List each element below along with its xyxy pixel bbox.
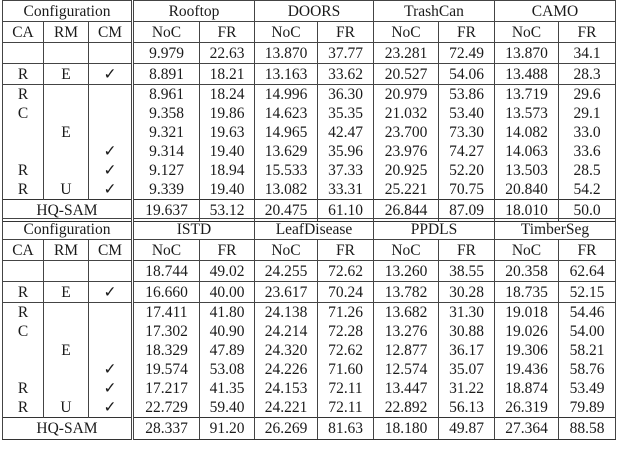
fr-value: 19.86 (200, 104, 255, 123)
noc-value: 19.574 (133, 360, 200, 379)
metric-col-header: NoC (255, 240, 318, 261)
table-row (3, 398, 616, 418)
fr-value: 58.76 (559, 360, 616, 379)
noc-value: 24.221 (255, 398, 318, 418)
baseline-fr-value: 87.09 (439, 200, 495, 222)
fr-value: 72.11 (318, 379, 374, 398)
noc-value: 13.870 (255, 43, 318, 64)
fr-value: 36.30 (318, 85, 374, 105)
config-cell-ca: R (3, 64, 44, 85)
fr-value: 30.28 (439, 282, 495, 303)
noc-value: 8.961 (133, 85, 200, 105)
config-cell-rm: E (44, 123, 89, 142)
noc-value: 13.276 (374, 322, 439, 341)
noc-value: 23.617 (255, 282, 318, 303)
config-cell-ca: R (3, 180, 44, 200)
noc-value: 14.082 (495, 123, 559, 142)
config-col-header: CA (3, 240, 44, 261)
noc-value: 13.082 (255, 180, 318, 200)
metric-col-header: NoC (374, 22, 439, 43)
table-row (3, 180, 616, 200)
fr-value: 62.64 (559, 261, 616, 282)
baseline-noc-value: 20.475 (255, 200, 318, 222)
config-col-header: RM (44, 22, 89, 43)
config-cell-ca: R (3, 85, 44, 105)
config-cell-rm (44, 161, 89, 180)
config-cell-ca: R (3, 398, 44, 418)
fr-value: 72.28 (318, 322, 374, 341)
fr-value: 19.40 (200, 142, 255, 161)
fr-value: 31.30 (439, 303, 495, 323)
noc-value: 23.976 (374, 142, 439, 161)
dataset-header: DOORS (255, 1, 374, 22)
table-row (3, 282, 616, 303)
fr-value: 30.88 (439, 322, 495, 341)
dataset-header: Rooftop (133, 1, 255, 22)
dataset-header: TrashCan (374, 1, 495, 22)
fr-value: 52.15 (559, 282, 616, 303)
fr-value: 29.1 (559, 104, 616, 123)
fr-value: 35.96 (318, 142, 374, 161)
noc-value: 24.320 (255, 341, 318, 360)
config-cell-ca (3, 142, 44, 161)
noc-value: 25.221 (374, 180, 439, 200)
noc-value: 20.979 (374, 85, 439, 105)
config-cell-ca (3, 43, 44, 64)
noc-value: 20.925 (374, 161, 439, 180)
config-cell-cm (89, 85, 133, 105)
fr-value: 29.6 (559, 85, 616, 105)
metric-col-header: FR (559, 22, 616, 43)
table-row (3, 303, 616, 323)
fr-value: 72.49 (439, 43, 495, 64)
config-col-header: CM (89, 240, 133, 261)
noc-value: 13.573 (495, 104, 559, 123)
metric-col-header: NoC (495, 22, 559, 43)
fr-value: 38.55 (439, 261, 495, 282)
config-cell-rm (44, 142, 89, 161)
config-cell-ca (3, 360, 44, 379)
table-row (3, 123, 616, 142)
checkmark-icon: ✓ (89, 398, 133, 418)
baseline-noc-value: 28.337 (133, 418, 200, 440)
config-cell-rm (44, 85, 89, 105)
fr-value: 54.06 (439, 64, 495, 85)
noc-value: 24.153 (255, 379, 318, 398)
fr-value: 40.90 (200, 322, 255, 341)
baseline-label: HQ-SAM (3, 200, 133, 222)
noc-value: 13.870 (495, 43, 559, 64)
config-cell-cm (89, 322, 133, 341)
config-cell-ca: C (3, 322, 44, 341)
noc-value: 23.281 (374, 43, 439, 64)
metric-col-header: FR (318, 22, 374, 43)
noc-value: 19.306 (495, 341, 559, 360)
metric-col-header: NoC (255, 22, 318, 43)
config-cell-cm (89, 104, 133, 123)
fr-value: 42.47 (318, 123, 374, 142)
config-cell-rm (44, 360, 89, 379)
noc-value: 13.719 (495, 85, 559, 105)
fr-value: 19.40 (200, 180, 255, 200)
noc-value: 17.217 (133, 379, 200, 398)
config-cell-ca: R (3, 282, 44, 303)
noc-value: 19.018 (495, 303, 559, 323)
config-cell-rm: U (44, 180, 89, 200)
fr-value: 35.07 (439, 360, 495, 379)
noc-value: 18.735 (495, 282, 559, 303)
dataset-header: CAMO (495, 1, 616, 22)
fr-value: 19.63 (200, 123, 255, 142)
config-cell-rm (44, 379, 89, 398)
fr-value: 36.17 (439, 341, 495, 360)
noc-value: 9.979 (133, 43, 200, 64)
config-cell-ca: C (3, 104, 44, 123)
fr-value: 56.13 (439, 398, 495, 418)
fr-value: 53.40 (439, 104, 495, 123)
baseline-noc-value: 18.180 (374, 418, 439, 440)
baseline-fr-value: 53.12 (200, 200, 255, 222)
noc-value: 24.138 (255, 303, 318, 323)
noc-value: 21.032 (374, 104, 439, 123)
noc-value: 17.302 (133, 322, 200, 341)
fr-value: 70.24 (318, 282, 374, 303)
fr-value: 71.60 (318, 360, 374, 379)
noc-value: 15.533 (255, 161, 318, 180)
config-cell-ca: R (3, 303, 44, 323)
table-row (3, 379, 616, 398)
noc-value: 20.840 (495, 180, 559, 200)
config-cell-rm: U (44, 398, 89, 418)
fr-value: 49.02 (200, 261, 255, 282)
noc-value: 9.339 (133, 180, 200, 200)
fr-value: 33.0 (559, 123, 616, 142)
baseline-fr-value: 50.0 (559, 200, 616, 222)
table-row (3, 85, 616, 105)
config-cell-rm (44, 303, 89, 323)
table-row (3, 341, 616, 360)
dataset-header: PPDLS (374, 219, 495, 240)
config-cell-ca: R (3, 161, 44, 180)
metric-col-header: NoC (133, 240, 200, 261)
metric-col-header: FR (439, 22, 495, 43)
noc-value: 13.782 (374, 282, 439, 303)
fr-value: 34.1 (559, 43, 616, 64)
baseline-noc-value: 26.269 (255, 418, 318, 440)
baseline-fr-value: 49.87 (439, 418, 495, 440)
fr-value: 37.33 (318, 161, 374, 180)
baseline-noc-value: 18.010 (495, 200, 559, 222)
noc-value: 13.503 (495, 161, 559, 180)
config-cell-cm (89, 123, 133, 142)
dataset-header: TimberSeg (495, 219, 616, 240)
baseline-fr-value: 88.58 (559, 418, 616, 440)
fr-value: 70.75 (439, 180, 495, 200)
fr-value: 22.63 (200, 43, 255, 64)
noc-value: 18.744 (133, 261, 200, 282)
noc-value: 24.226 (255, 360, 318, 379)
config-cell-ca (3, 261, 44, 282)
noc-value: 20.358 (495, 261, 559, 282)
fr-value: 41.80 (200, 303, 255, 323)
fr-value: 28.5 (559, 161, 616, 180)
fr-value: 73.30 (439, 123, 495, 142)
table-row (3, 360, 616, 379)
checkmark-icon: ✓ (89, 64, 133, 85)
config-cell-rm (44, 104, 89, 123)
fr-value: 74.27 (439, 142, 495, 161)
config-col-header: CM (89, 22, 133, 43)
table-row (3, 322, 616, 341)
config-cell-rm (44, 261, 89, 282)
metric-col-header: FR (200, 22, 255, 43)
baseline-fr-value: 61.10 (318, 200, 374, 222)
checkmark-icon: ✓ (89, 379, 133, 398)
configuration-header: Configuration (3, 219, 133, 240)
noc-value: 14.965 (255, 123, 318, 142)
table-row (3, 161, 616, 180)
fr-value: 52.20 (439, 161, 495, 180)
noc-value: 24.255 (255, 261, 318, 282)
fr-value: 35.35 (318, 104, 374, 123)
noc-value: 13.260 (374, 261, 439, 282)
config-col-header: CA (3, 22, 44, 43)
configuration-header: Configuration (3, 1, 133, 22)
fr-value: 58.21 (559, 341, 616, 360)
noc-value: 18.874 (495, 379, 559, 398)
noc-value: 14.063 (495, 142, 559, 161)
fr-value: 54.46 (559, 303, 616, 323)
noc-value: 19.436 (495, 360, 559, 379)
fr-value: 71.26 (318, 303, 374, 323)
fr-value: 37.77 (318, 43, 374, 64)
fr-value: 41.35 (200, 379, 255, 398)
checkmark-icon: ✓ (89, 180, 133, 200)
fr-value: 33.31 (318, 180, 374, 200)
noc-value: 24.214 (255, 322, 318, 341)
config-cell-rm: E (44, 64, 89, 85)
results-table-1 (2, 0, 616, 222)
noc-value: 9.127 (133, 161, 200, 180)
config-cell-ca (3, 123, 44, 142)
config-cell-cm (89, 43, 133, 64)
noc-value: 13.163 (255, 64, 318, 85)
config-col-header: RM (44, 240, 89, 261)
fr-value: 18.24 (200, 85, 255, 105)
noc-value: 12.574 (374, 360, 439, 379)
table-row (3, 43, 616, 64)
metric-col-header: NoC (495, 240, 559, 261)
checkmark-icon: ✓ (89, 161, 133, 180)
fr-value: 18.94 (200, 161, 255, 180)
config-cell-rm (44, 322, 89, 341)
fr-value: 53.86 (439, 85, 495, 105)
noc-value: 20.527 (374, 64, 439, 85)
config-cell-cm (89, 341, 133, 360)
config-cell-cm (89, 303, 133, 323)
table-row (3, 64, 616, 85)
checkmark-icon: ✓ (89, 142, 133, 161)
config-cell-cm (89, 261, 133, 282)
noc-value: 9.314 (133, 142, 200, 161)
baseline-noc-value: 26.844 (374, 200, 439, 222)
config-cell-ca (3, 341, 44, 360)
noc-value: 12.877 (374, 341, 439, 360)
noc-value: 13.629 (255, 142, 318, 161)
noc-value: 22.729 (133, 398, 200, 418)
fr-value: 54.2 (559, 180, 616, 200)
noc-value: 23.700 (374, 123, 439, 142)
noc-value: 19.026 (495, 322, 559, 341)
noc-value: 9.358 (133, 104, 200, 123)
fr-value: 72.62 (318, 261, 374, 282)
dataset-header: ISTD (133, 219, 255, 240)
fr-value: 59.40 (200, 398, 255, 418)
metric-col-header: FR (439, 240, 495, 261)
fr-value: 72.62 (318, 341, 374, 360)
baseline-fr-value: 91.20 (200, 418, 255, 440)
baseline-row (3, 418, 616, 440)
metric-col-header: FR (318, 240, 374, 261)
noc-value: 14.996 (255, 85, 318, 105)
table-row (3, 104, 616, 123)
fr-value: 47.89 (200, 341, 255, 360)
fr-value: 31.22 (439, 379, 495, 398)
fr-value: 72.11 (318, 398, 374, 418)
noc-value: 16.660 (133, 282, 200, 303)
config-cell-rm: E (44, 282, 89, 303)
metric-col-header: NoC (374, 240, 439, 261)
checkmark-icon: ✓ (89, 282, 133, 303)
table-row (3, 142, 616, 161)
fr-value: 33.62 (318, 64, 374, 85)
noc-value: 9.321 (133, 123, 200, 142)
noc-value: 26.319 (495, 398, 559, 418)
noc-value: 8.891 (133, 64, 200, 85)
fr-value: 53.08 (200, 360, 255, 379)
dataset-header: LeafDisease (255, 219, 374, 240)
noc-value: 18.329 (133, 341, 200, 360)
checkmark-icon: ✓ (89, 360, 133, 379)
noc-value: 13.447 (374, 379, 439, 398)
results-table-2 (2, 218, 616, 440)
table-row (3, 261, 616, 282)
config-cell-ca: R (3, 379, 44, 398)
baseline-noc-value: 27.364 (495, 418, 559, 440)
fr-value: 40.00 (200, 282, 255, 303)
metric-col-header: FR (200, 240, 255, 261)
fr-value: 28.3 (559, 64, 616, 85)
metric-col-header: FR (559, 240, 616, 261)
baseline-label: HQ-SAM (3, 418, 133, 440)
noc-value: 13.682 (374, 303, 439, 323)
baseline-noc-value: 19.637 (133, 200, 200, 222)
baseline-fr-value: 81.63 (318, 418, 374, 440)
config-cell-rm (44, 43, 89, 64)
fr-value: 18.21 (200, 64, 255, 85)
fr-value: 53.49 (559, 379, 616, 398)
fr-value: 33.6 (559, 142, 616, 161)
noc-value: 13.488 (495, 64, 559, 85)
fr-value: 79.89 (559, 398, 616, 418)
noc-value: 17.411 (133, 303, 200, 323)
metric-col-header: NoC (133, 22, 200, 43)
fr-value: 54.00 (559, 322, 616, 341)
noc-value: 14.623 (255, 104, 318, 123)
config-cell-rm: E (44, 341, 89, 360)
noc-value: 22.892 (374, 398, 439, 418)
